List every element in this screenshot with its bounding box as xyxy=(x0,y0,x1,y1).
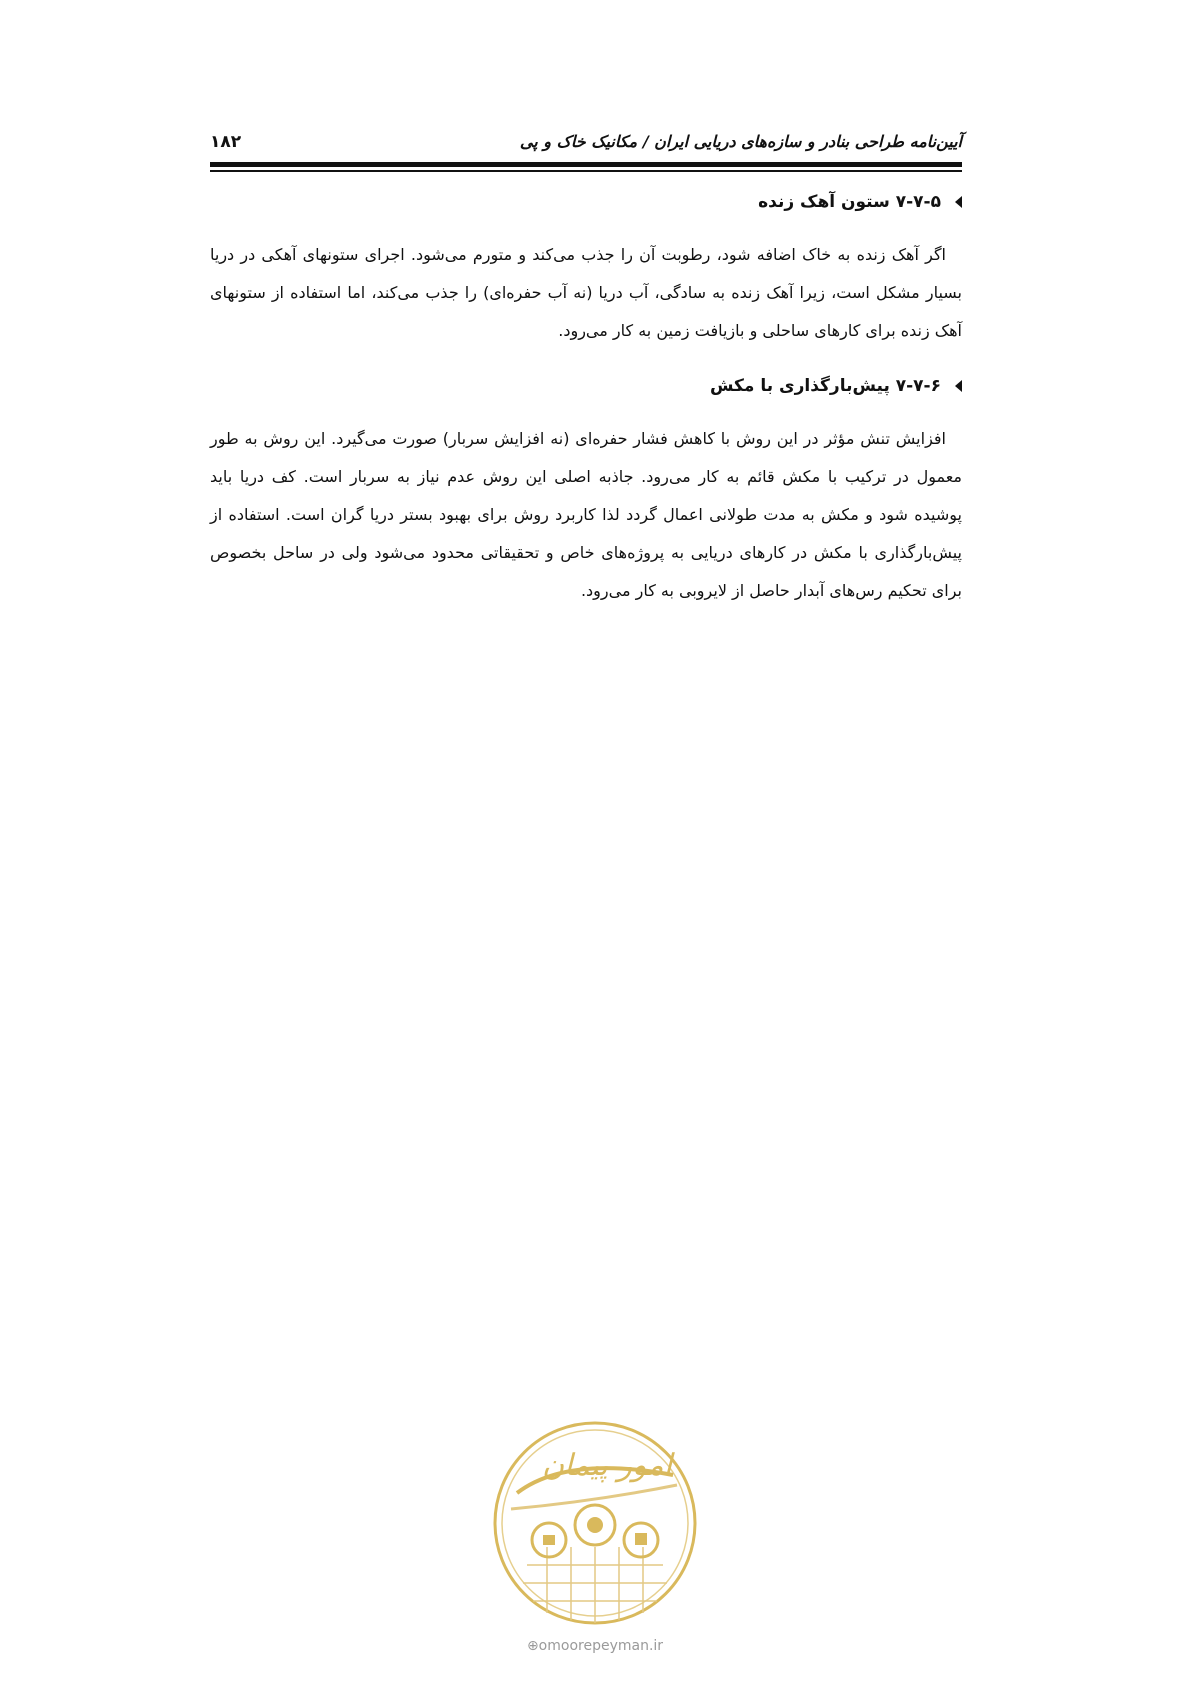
section-heading xyxy=(210,372,962,400)
section-heading-text: ۷-۷-۵ ستون آهک زنده xyxy=(758,192,941,212)
section-paragraph: اگر آهک زنده به خاک اضافه شود، رطوبت آن را جذب می‌کند و متورم می‌شود. اجرای ستونهای آهکی در دریا بسیار مشکل است، زیرا آهک زنده به سادگی، آب دریا (نه آب حفره‌ای) را جذب می‌کند، اما استفاده از ستونهای آهک زنده برای کارهای ساحلی و بازیافت زمین به کار می‌رود. xyxy=(210,245,962,340)
section-paragraph: افزایش تنش مؤثر در این روش با کاهش فشار حفره‌ای (نه افزایش سربار) صورت می‌گیرد. این روش به طور معمول در ترکیب با مکش قائم به کار می‌رود. جاذبه اصلی این روش عدم نیاز به سربار است. کف دریا باید پوشیده شود و مکش به مدت طولانی اعمال گردد لذا کاربرد روش برای بهبود بستر دریا گران است. استفاده از پیش‌بارگذاری با مکش در کارهای دریایی به پروژه‌های خاص و تحقیقاتی محدود می‌شود ولی در ساحل بخصوص برای تحکیم رس‌های آبدار حاصل از لایروبی به کار می‌رود. xyxy=(210,429,962,600)
header-rule-thin xyxy=(210,170,962,172)
running-title: آیین‌نامه طراحی بنادر و سازه‌های دریایی ایران / مکانیک خاک و پی xyxy=(519,132,962,151)
page-header xyxy=(210,128,962,172)
section-heading-text: ۷-۷-۶ پیش‌بارگذاری با مکش xyxy=(709,376,941,396)
watermark-caption xyxy=(487,1638,703,1654)
watermark-logo-text: امور پیمان xyxy=(542,1448,672,1483)
watermark-seal-icon xyxy=(487,1415,703,1631)
globe-icon: ⊕ xyxy=(526,1638,539,1654)
page-number: ۱۸۲ xyxy=(210,132,242,152)
page-content xyxy=(210,188,962,632)
section-heading xyxy=(210,188,962,216)
watermark-logo xyxy=(487,1415,703,1631)
triangle-bullet-icon xyxy=(955,196,962,208)
triangle-bullet-icon xyxy=(955,380,962,392)
header-rule-thick xyxy=(210,162,962,167)
watermark-caption-text: omoorepeyman.ir xyxy=(538,1638,664,1654)
